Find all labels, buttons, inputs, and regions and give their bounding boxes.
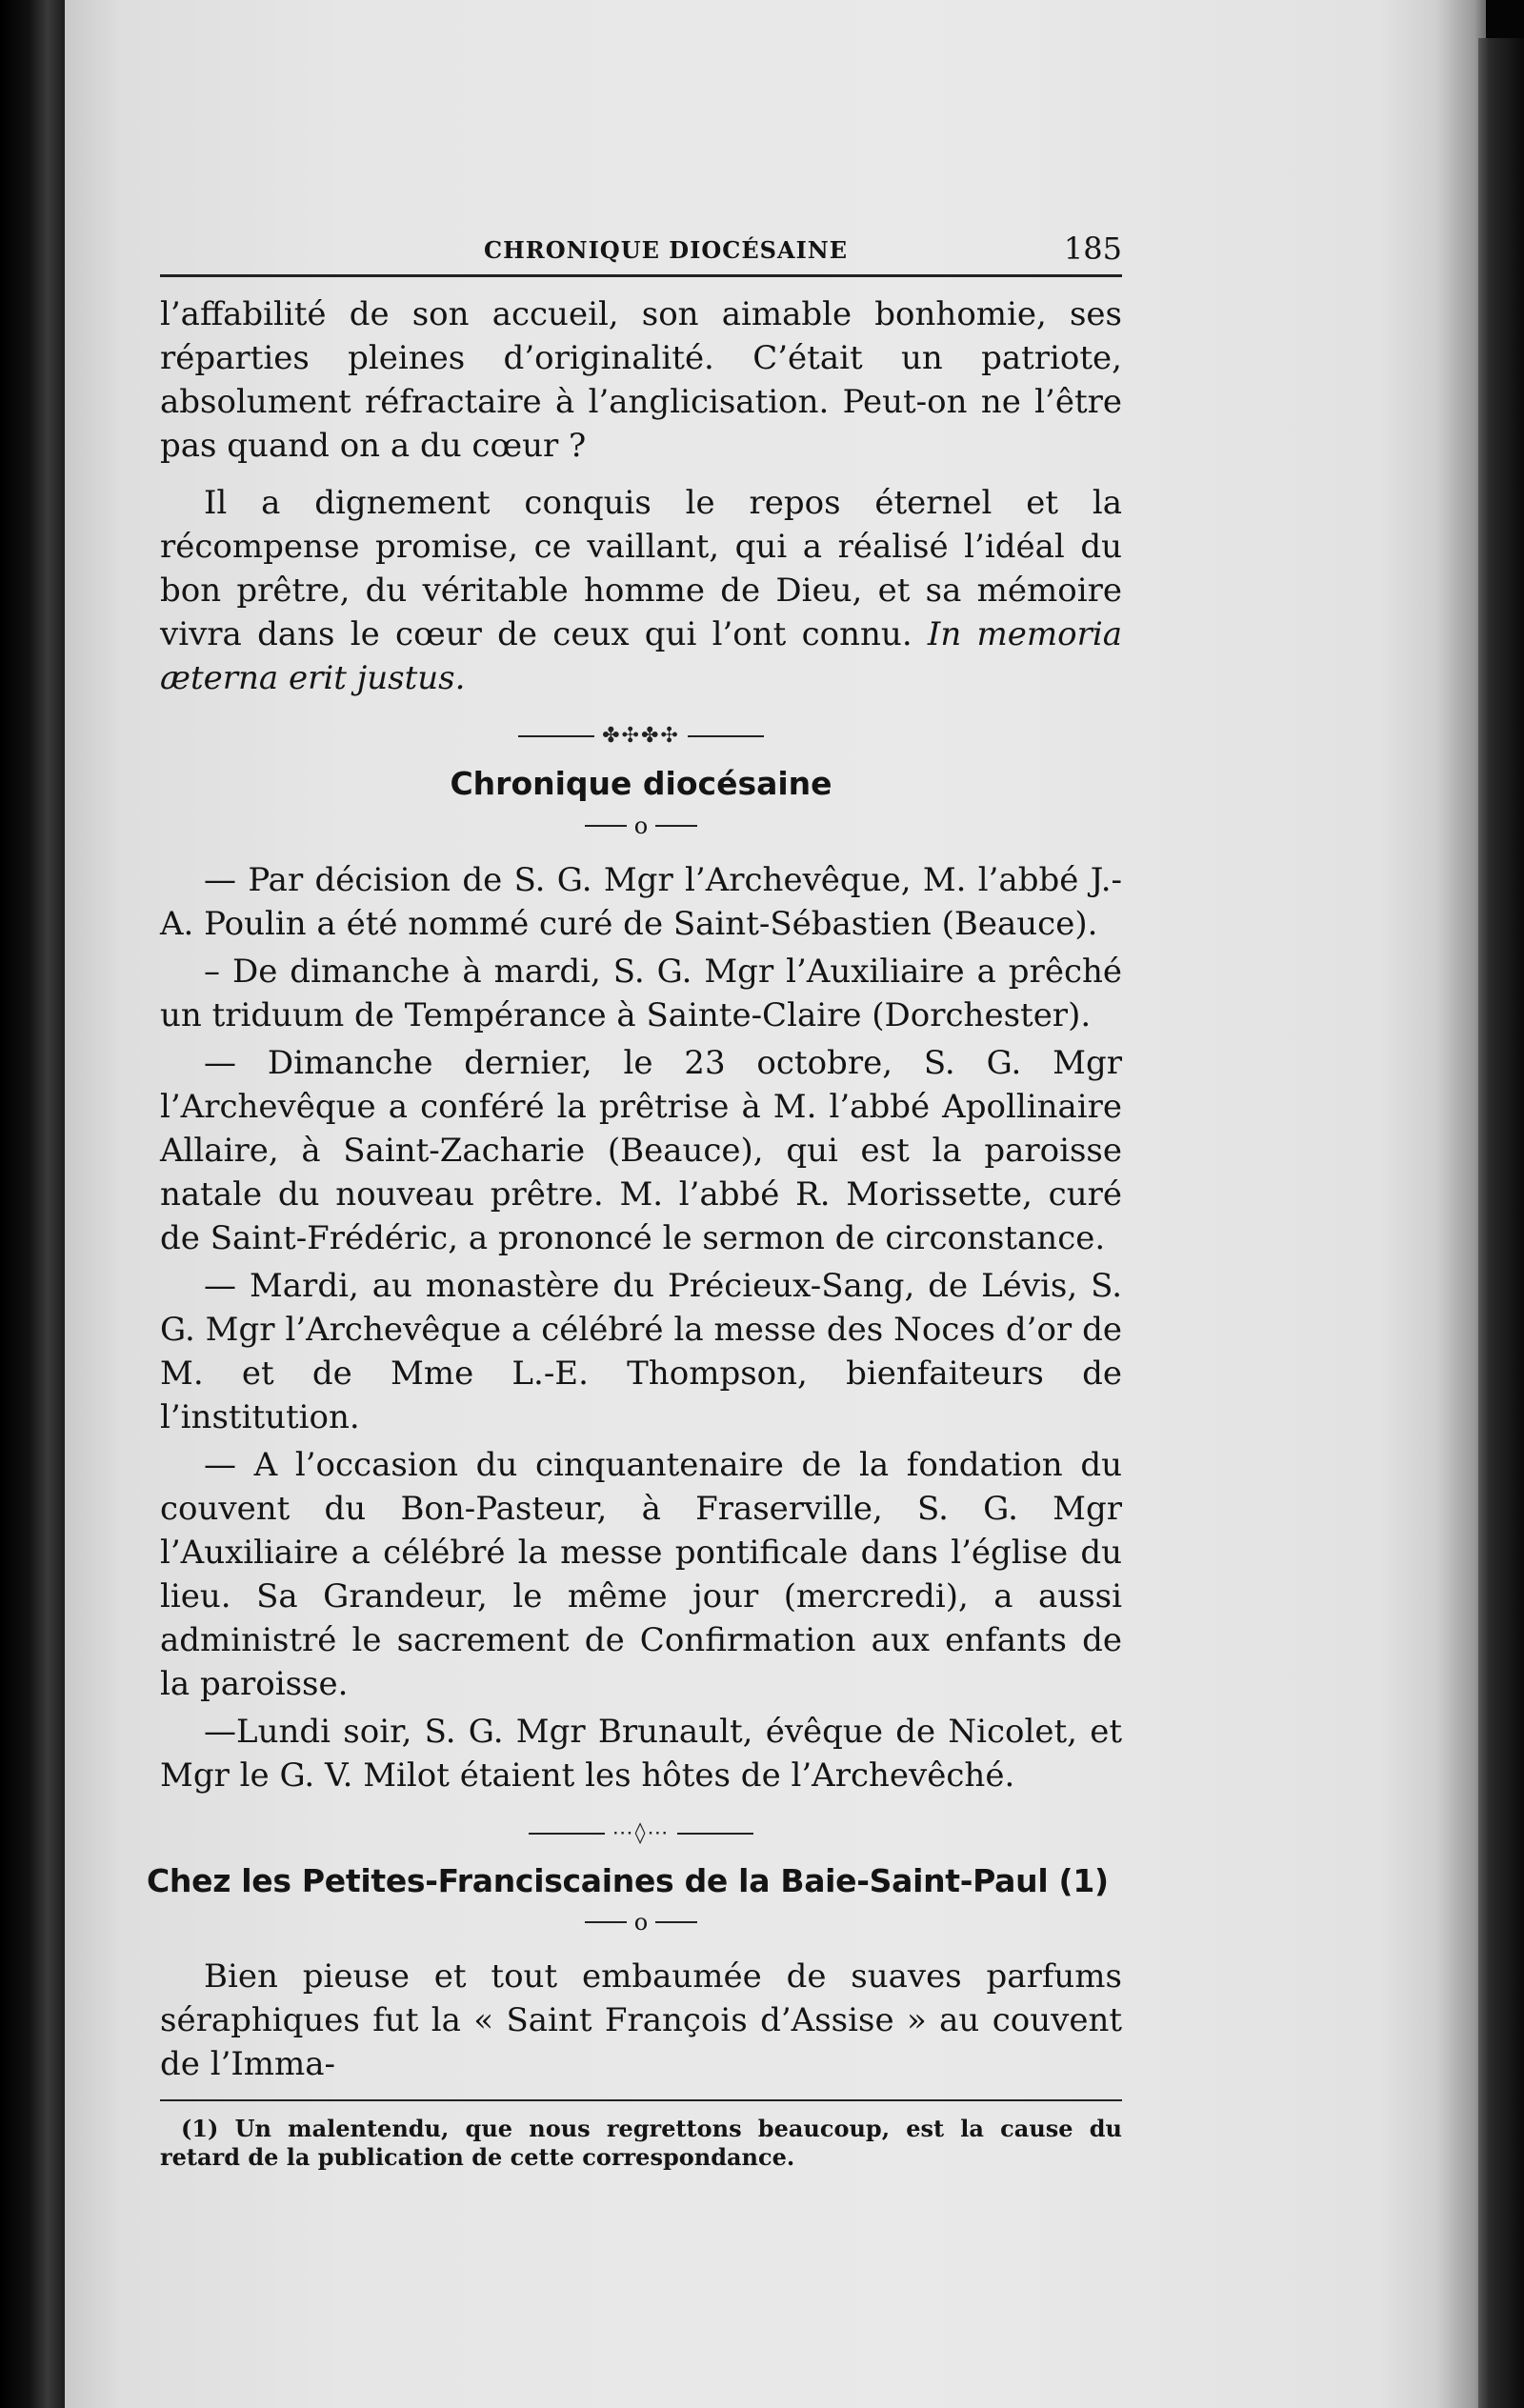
intro-paragraph-1: l’affabilité de son accueil, son aimable bonhomie, ses réparties pleines d’originalité. C’était un patriote, absolument réfractaire à l’anglicisation. Peut-on ne l’être pas quand on a du cœur ? bbox=[160, 295, 1122, 465]
news-item: — A l’occasion du cinquantenaire de la fondation du couvent du Bon-Pasteur, à Fraserville, S. G. Mgr l’Auxiliaire a célébré la messe pontificale dans l’église du lieu. Sa Grandeur, le même jour (mercredi), a aussi administré le sacrement de Confirmation aux enfants de la paroisse. bbox=[160, 1445, 1122, 1703]
small-divider-mark: o bbox=[633, 812, 649, 839]
section2-paragraph: Bien pieuse et tout embaumée de suaves parfums séraphiques fut la « Saint François d’Assise » au couvent de l’Imma- bbox=[160, 1957, 1122, 2083]
small-divider-1 bbox=[160, 813, 1122, 837]
ornament-glyphs: ✤✣✤✣ bbox=[602, 724, 680, 748]
intro-paragraph-2 bbox=[160, 481, 1122, 700]
ornament-glyphs: ⋯◊⋯ bbox=[612, 1820, 671, 1845]
news-item: —Lundi soir, S. G. Mgr Brunault, évêque de Nicolet, et Mgr le G. V. Milot étaient les hôtes de l’Archevêché. bbox=[160, 1712, 1122, 1795]
news-item: — Par décision de S. G. Mgr l’Archevêque, M. l’abbé J.-A. Poulin a été nommé curé de Saint-Sébastien (Beauce). bbox=[160, 860, 1122, 943]
ornament-rule-right bbox=[677, 1833, 753, 1835]
small-rule-left bbox=[585, 1921, 627, 1923]
ornament-rule-left bbox=[518, 735, 594, 737]
section-title-chronique: Chronique diocésaine bbox=[450, 765, 832, 802]
ornament-rule-right bbox=[688, 735, 764, 737]
footnote-rule bbox=[160, 2099, 1122, 2101]
ornament-divider-1 bbox=[160, 725, 1122, 748]
news-item: – De dimanche à mardi, S. G. Mgr l’Auxiliaire a prêché un triduum de Tempérance à Sainte-Claire (Dorchester). bbox=[160, 952, 1122, 1034]
small-divider-2 bbox=[160, 1910, 1122, 1935]
ornament-rule-left bbox=[529, 1833, 605, 1835]
small-divider-mark: o bbox=[633, 1909, 649, 1936]
scan-right-edge bbox=[1478, 38, 1524, 2408]
page-number: 185 bbox=[1063, 231, 1122, 267]
page-content bbox=[147, 229, 1122, 2172]
running-title: CHRONIQUE DIOCÉSAINE bbox=[484, 236, 849, 264]
latin-quote: In memoria æterna erit justus. bbox=[160, 615, 1122, 697]
running-header bbox=[160, 229, 1122, 277]
news-item: — Mardi, au monastère du Précieux-Sang, de Lévis, S. G. Mgr l’Archevêque a célébré la messe des Noces d’or de M. et de Mme L.-E. Thompson, bienfaiteurs de l’institution. bbox=[160, 1266, 1122, 1436]
small-rule-right bbox=[655, 1921, 697, 1923]
ornament-divider-2 bbox=[160, 1822, 1122, 1845]
footnote: (1) Un malentendu, que nous regrettons beaucoup, est la cause du retard de la publication de cette correspondance. bbox=[160, 2115, 1122, 2171]
news-item: — Dimanche dernier, le 23 octobre, S. G. Mgr l’Archevêque a conféré la prêtrise à M. l’abbé Apollinaire Allaire, à Saint-Zacharie (Beauce), qui est la paroisse natale du nouveau prêtre. M. l’abbé R. Morissette, curé de Saint-Frédéric, a prononcé le sermon de circonstance. bbox=[160, 1043, 1122, 1257]
intro-paragraph-2-text: Il a dignement conquis le repos éternel et la récompense promise, ce vaillant, qui a réalisé l’idéal du bon prêtre, du véritable homme de Dieu, et sa mémoire vivra dans le cœur de ceux qui l’ont connu. bbox=[160, 484, 1122, 653]
small-rule-right bbox=[655, 825, 697, 827]
section-title-franciscaines: Chez les Petites-Franciscaines de la Baie-Saint-Paul (1) bbox=[147, 1861, 1109, 1899]
scan-left-margin bbox=[0, 0, 67, 2408]
small-rule-left bbox=[585, 825, 627, 827]
